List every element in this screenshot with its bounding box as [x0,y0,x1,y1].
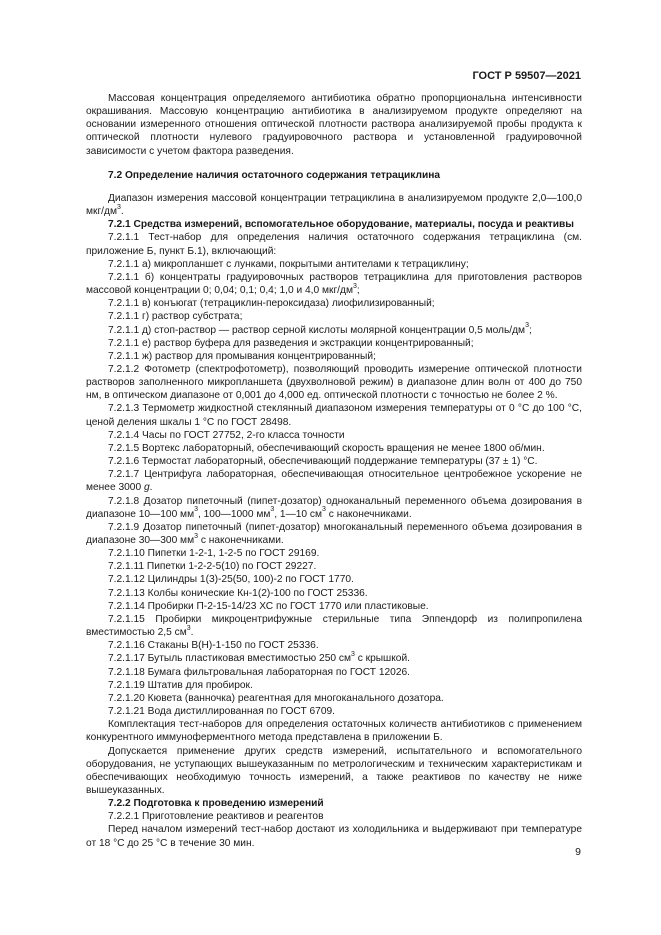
paragraph-7-2-1-1-d: 7.2.1.1 г) раствор субстрата; [108,311,243,323]
section-7-2-1-title: 7.2.1 Средства измерений, вспомогательное оборудование, материалы, посуда и реактивы [108,219,574,231]
paragraph-7-2-1-11: 7.2.1.11 Пипетки 1-2-2-5(10) по ГОСТ 29227. [108,561,317,573]
intro-paragraph: Массовая концентрация определяемого антибиотика обратно пропорциональна интенсивности окрашивания. Массовую концентрацию антибиотика в анализируемом продукте определяют на основании измеренного отношения оптической плотности раствора анализируемой пробы продукта к оптической плотности нулевого градуировочного раствора и установленной градуировочной зависимости с учетом фактора разведения. [86,93,582,157]
range-paragraph: Диапазон измерения массовой концентрации тетрациклина в анализируемом продукте 2,0—100,0 мкг/$дм^3$. [86,192,582,218]
paragraph-7-2-1-1-e: 7.2.1.1 д) стоп-раствор — раствор серной кислоты молярной концентрации 0,5 моль/$дм^3$; [108,322,532,336]
paragraph-7-2-1-1-b: 7.2.1.1 б) концентраты градуировочных растворов тетрациклина для приготовления растворов массовой концентрации 0; 0,04; 0,1; 0,4; 1,0 и 4,0 мкг/$дм^3$; [86,271,582,297]
paragraph-7-2-1-4: 7.2.1.4 Часы по ГОСТ 27752, 2-го класса точности [108,429,345,441]
kit-composition-paragraph: Комплектация тест-наборов для определения остаточных количеств антибиотиков с применением конкурентного иммуноферментного метода представлена в приложении Б. [86,719,582,744]
page-number: 9 [575,846,581,858]
paragraph-7-2-1-16: 7.2.1.16 Стаканы В(Н)-1-150 по ГОСТ 25336. [108,640,319,652]
paragraph-7-2-1-2: 7.2.1.2 Фотометр (спектрофотометр), позволяющий проводить измерение оптической плотности растворов заполненного микропланшета (двухволновой режим) в диапазоне длин волн от 400 до 750 нм, в оптическом диапазоне от 0,001 до 4,000 ед. оптической плотности с точностью не более 2 %. [86,363,582,402]
paragraph-7-2-1-6: 7.2.1.6 Термостат лабораторный, обеспечивающий поддержание температуры (37 ± 1) °С. [108,456,538,468]
paragraph-7-2-1-5: 7.2.1.5 Вортекс лабораторный, обеспечивающий скорость вращения не менее 1800 об/мин. [108,442,545,454]
paragraph-7-2-1-1-a: 7.2.1.1 а) микропланшет с лунками, покрытыми антителами к тетрациклину; [108,258,469,270]
paragraph-7-2-1-19: 7.2.1.19 Штатив для пробирок. [108,679,253,691]
paragraph-7-2-1-8: 7.2.1.8 Дозатор пипеточный (пипет-дозатор) одноканальный переменного объема дозирования в диапазоне 10—100 $мм^3$, 100—1000 $мм^3$, 1—10 $см^3$ с наконечниками. [86,495,582,520]
section-7-2-title: 7.2 Определение наличия остаточного содержания тетрациклина [108,169,441,181]
paragraph-7-2-1-3: 7.2.1.3 Термометр жидкостной стеклянный диапазоном измерения температуры от 0 °С до 100 °С, ценой деления шкалы 1 °С по ГОСТ 28498. [86,403,582,428]
paragraph-7-2-1-18: 7.2.1.18 Бумага фильтровальная лабораторная по ГОСТ 12026. [108,666,410,678]
section-7-2-2-title: 7.2.2 Подготовка к проведению измерений [108,798,324,810]
document-body [86,92,582,850]
paragraph-7-2-1-10: 7.2.1.10 Пипетки 1-2-1, 1-2-5 по ГОСТ 29169. [108,548,320,560]
preparation-paragraph: Перед началом измерений тест-набор достают из холодильника и выдерживают при температуре от 18 °С до 25 °С в течение 30 мин. [86,824,582,849]
paragraph-7-2-1-14: 7.2.1.14 Пробирки П-2-15-14/23 ХС по ГОСТ 1770 или пластиковые. [108,600,429,612]
paragraph-7-2-1-1-f: 7.2.1.1 е) раствор буфера для разведения и экстракции концентрированный; [108,337,474,349]
paragraph-7-2-1-1: 7.2.1.1 Тест-набор для определения наличия остаточного содержания тетрациклина (см. приложение Б, пункт Б.1), включающий: [86,232,582,257]
paragraph-7-2-2-1: 7.2.2.1 Приготовление реактивов и реагентов [108,811,324,823]
paragraph-7-2-1-9: 7.2.1.9 Дозатор пипеточный (пипет-дозатор) многоканальный переменного объема дозирования в диапазоне 30—300 $мм^3$ с наконечниками. [86,521,582,546]
paragraph-7-2-1-13: 7.2.1.13 Колбы конические Кн-1(2)-100 по ГОСТ 25336. [108,587,368,599]
paragraph-7-2-1-21: 7.2.1.21 Вода дистиллированная по ГОСТ 6709. [108,706,335,718]
paragraph-7-2-1-7: 7.2.1.7 Центрифуга лабораторная, обеспечивающая относительное центробежное ускорение не менее 3000 g. [86,469,582,494]
alternatives-paragraph: Допускается применение других средств измерений, испытательного и вспомогательного оборудования, не уступающих вышеуказанным по метрологическим и техническим характеристикам и обеспечивающих необходимую точность измерений, а также реактивов по качеству не ниже вышеуказанных. [86,745,582,796]
document-header: ГОСТ Р 59507—2021 [472,70,581,82]
paragraph-7-2-1-1-c: 7.2.1.1 в) конъюгат (тетрациклин-пероксидаза) лиофилизированный; [108,298,435,310]
paragraph-7-2-1-20: 7.2.1.20 Кювета (ванночка) реагентная для многоканального дозатора. [108,692,444,704]
paragraph-7-2-1-12: 7.2.1.12 Цилиндры 1(3)-25(50, 100)-2 по ГОСТ 1770. [108,574,354,586]
paragraph-7-2-1-15: 7.2.1.15 Пробирки микроцентрифужные стерильные типа Эппендорф из полипропилена вместимостью 2,5 $см^3$. [86,613,582,639]
paragraph-7-2-1-1-g: 7.2.1.1 ж) раствор для промывания концентрированный; [108,350,376,362]
paragraph-7-2-1-17: 7.2.1.17 Бутыль пластиковая вместимостью 250 $см^3$ с крышкой. [108,651,410,665]
